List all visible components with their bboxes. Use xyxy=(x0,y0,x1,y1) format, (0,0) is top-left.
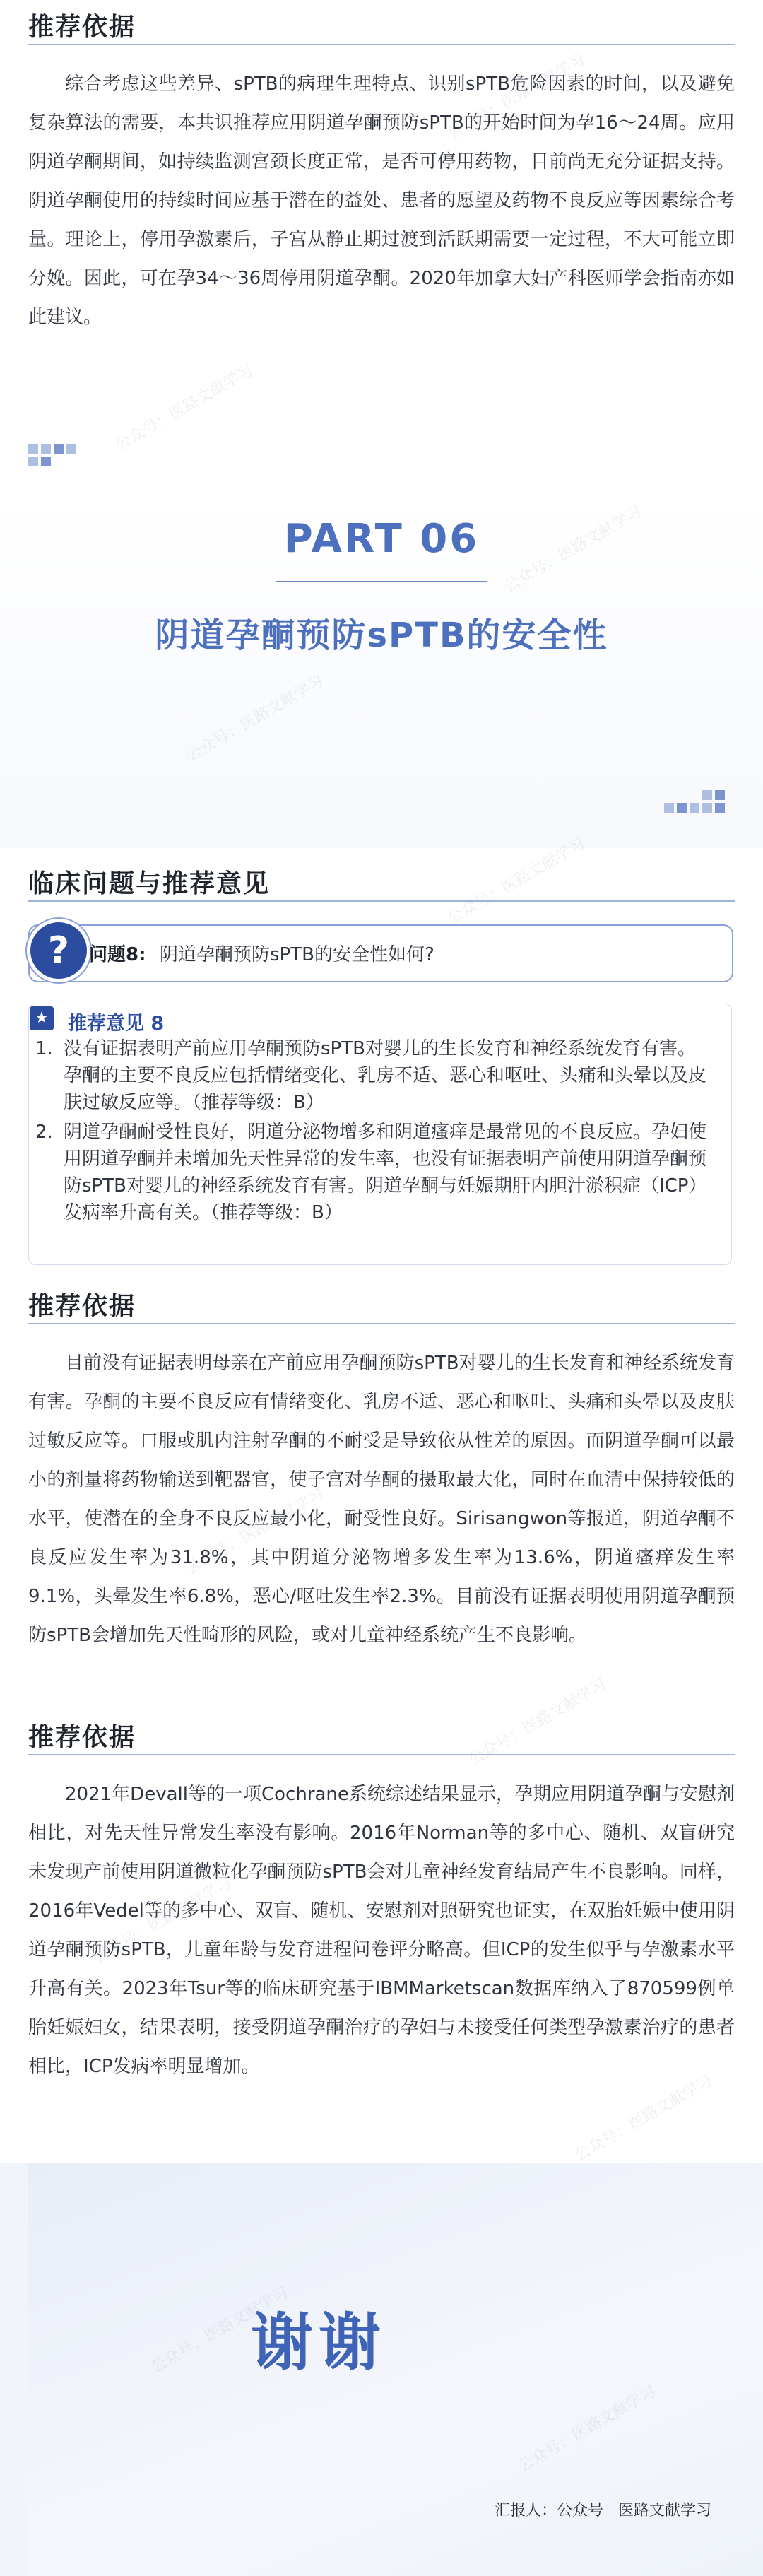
watermark: 公众号：医路文献学习 xyxy=(572,2071,716,2165)
watermark: 公众号：医路文献学习 xyxy=(444,835,588,929)
section-heading: 推荐依据 xyxy=(28,1292,136,1321)
heading-divider xyxy=(28,900,735,902)
question-text: 阴道孕酮预防sPTB的安全性如何? xyxy=(160,944,434,965)
thumbs-up-icon: ★ xyxy=(30,1006,54,1030)
watermark: 公众号：医路文献学习 xyxy=(91,1874,235,1968)
watermark: 公众号：医路文献学习 xyxy=(112,361,256,455)
reporter-text: 汇报人：公众号 医路文献学习 xyxy=(495,2502,711,2519)
part-title: 阴道孕酮预防sPTB的安全性 xyxy=(155,616,608,655)
item-number: 1. xyxy=(35,1038,53,1059)
question-label: 问题8: xyxy=(89,944,146,965)
section-paragraph: 目前没有证据表明母亲在产前应用孕酮预防sPTB对婴儿的生长发育和神经系统发育有害。孕酮的主要不良反应有情绪变化、乳房不适、恶心和呕吐、头痛和头晕以及皮肤过敏反应等。口服或肌内注射孕酮的不耐受是导致依从性差的原因。而阴道孕酮可以最小的剂量将药物输送到靶器官，使子宫对孕酮的摄取最大化，同时在血清中保持较低的水平，使潜在的全身不良反应最小化，耐受性良好。Sirisangwon等报道，阴道孕酮不良反应发生率为31.8%，其中阴道分泌物增多发生率为13.6%，阴道瘙痒发生率9.1%，头晕发生率6.8%，恶心/呕吐发生率2.3%。目前没有证据表明使用阴道孕酮预防sPTB会增加先天性畸形的风险，或对儿童神经系统产生不良影响。 xyxy=(28,1353,735,1646)
watermark: 公众号：医路文献学习 xyxy=(183,1485,327,1579)
recommendation-item xyxy=(35,1119,714,1226)
recommendation-item xyxy=(35,1035,714,1116)
heading-divider xyxy=(28,1323,735,1324)
recommendation-list xyxy=(35,1035,714,1229)
section-paragraph: 综合考虑这些差异、sPTB的病理生理特点、识别sPTB危险因素的时间，以及避免复杂算法的需要，本共识推荐应用阴道孕酮预防sPTB的开始时间为孕16～24周。应用阴道孕酮期间，如持续监测宫颈长度正常，是否可停用药物，目前尚无充分证据支持。阴道孕酮使用的持续时间应基于潜在的益处、患者的愿望及药物不良反应等因素综合考量。理论上，停用孕激素后，子宫从静止期过渡到活跃期需要一定过程，不大可能立即分娩。因此，可在孕34～36周停用阴道孕酮。2020年加拿大妇产科医师学会指南亦如此建议。 xyxy=(28,73,735,328)
item-text: 没有证据表明产前应用孕酮预防sPTB对婴儿的生长发育和神经系统发育有害。孕酮的主要不良反应包括情绪变化、乳房不适、恶心和呕吐、头痛和头晕以及皮肤过敏反应等。（推荐等级：B） xyxy=(64,1038,707,1113)
heading-divider xyxy=(28,44,735,45)
item-number: 2. xyxy=(35,1122,53,1143)
recommendation-title: 推荐意见 8 xyxy=(68,1013,165,1035)
decorative-squares xyxy=(664,790,735,818)
question-mark-icon: ? xyxy=(27,919,90,982)
section-heading: 推荐依据 xyxy=(28,13,136,42)
heading-divider xyxy=(28,1754,735,1755)
watermark: 公众号：医路文献学习 xyxy=(444,50,588,144)
watermark: 公众号：医路文献学习 xyxy=(466,1676,610,1770)
section-heading: 推荐依据 xyxy=(28,1723,136,1752)
section-heading: 临床问题与推荐意见 xyxy=(28,869,271,898)
part-divider xyxy=(276,581,487,582)
item-text: 阴道孕酮耐受性良好，阴道分泌物增多和阴道瘙痒是最常见的不良反应。孕妇使用阴道孕酮并未增加先天性异常的发生率，也没有证据表明产前使用阴道孕酮预防sPTB对婴儿的神经系统发育有害。阴道孕酮与妊娠期肝内胆汁淤积症（ICP）发病率升高有关。（推荐等级：B） xyxy=(64,1122,707,1223)
section-paragraph: 2021年Devall等的一项Cochrane系统综述结果显示，孕期应用阴道孕酮与安慰剂相比，对先天性异常发生率没有影响。2016年Norman等的多中心、随机、双盲研究未发现产前使用阴道微粒化孕酮预防sPTB会对儿童神经发育结局产生不良影响。同样，2016年Vedel等的多中心、双盲、随机、安慰剂对照研究也证实，在双胎妊娠中使用阴道孕酮预防sPTB，儿童年龄与发育进程问卷评分略高。但ICP的发生似乎与孕激素水平升高有关。2023年Tsur等的临床研究基于IBMMarketscan数据库纳入了870599例单胎妊娠妇女，结果表明，接受阴道孕酮治疗的孕妇与未接受任何类型孕激素治疗的患者相比，ICP发病率明显增加。 xyxy=(28,1784,735,2077)
thanks-text: 谢谢 xyxy=(251,2306,387,2379)
part-label: PART 06 xyxy=(283,516,480,562)
decorative-squares xyxy=(28,444,92,472)
